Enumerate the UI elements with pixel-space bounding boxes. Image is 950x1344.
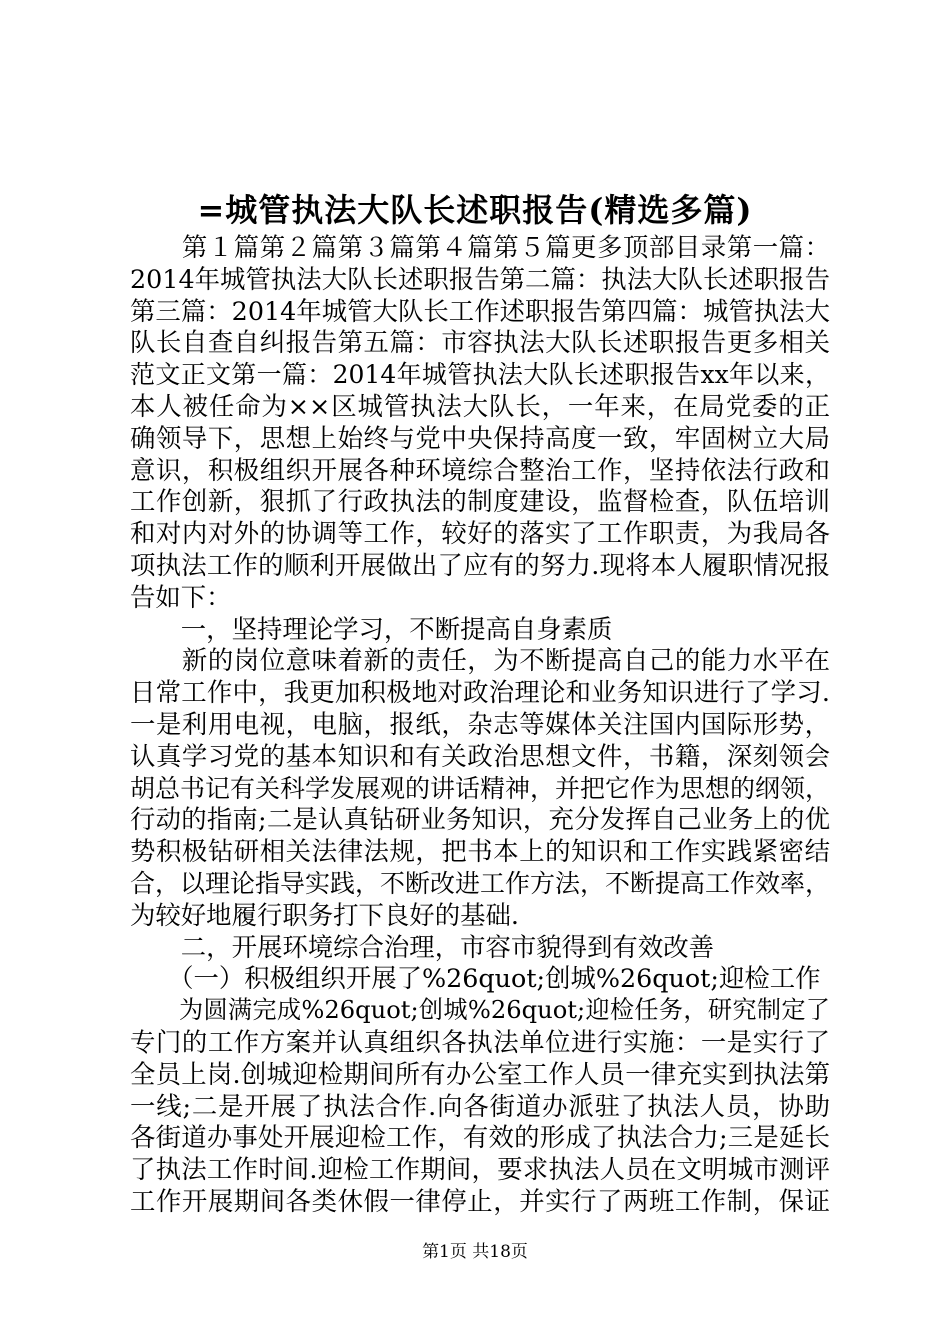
body-line: 工作开展期间各类休假一律停止，并实行了两班工作制，保证: [130, 1185, 830, 1216]
body-line: 全员上岗.创城迎检期间所有办公室工作人员一律充实到执法第: [130, 1058, 830, 1089]
body-line: （一）积极组织开展了%26quot;创城%26quot;迎检工作: [130, 963, 821, 994]
body-line: 确领导下，思想上始终与党中央保持高度一致，牢固树立大局: [130, 422, 830, 453]
body-line: 为较好地履行职务打下良好的基础.: [130, 899, 519, 930]
body-line: 行动的指南;二是认真钻研业务知识，充分发挥自己业务上的优: [130, 804, 830, 835]
body-line: 意识，积极组织开展各种环境综合整治工作，坚持依法行政和: [130, 454, 830, 485]
body-line: 和对内对外的协调等工作，较好的落实了工作职责，为我局各: [130, 518, 830, 549]
body-line: 胡总书记有关科学发展观的讲话精神，并把它作为思想的纲领，: [130, 773, 830, 803]
body-line: 为圆满完成%26quot;创城%26quot;迎检任务，研究制定了: [130, 996, 830, 1025]
body-line: 第三篇：2014年城管大队长工作述职报告第四篇：城管执法大: [130, 295, 830, 326]
body-line: 新的岗位意味着新的责任，为不断提高自己的能力水平在: [130, 645, 830, 676]
body-line: 二，开展环境综合治理，市容市貌得到有效改善: [130, 931, 714, 962]
body-line: 项执法工作的顺利开展做出了应有的努力.现将本人履职情况报: [130, 549, 830, 580]
body-line: 专门的工作方案并认真组织各执法单位进行实施：一是实行了: [130, 1026, 830, 1057]
body-line: 一，坚持理论学习，不断提高自身素质: [130, 613, 613, 644]
body-line: 告如下：: [130, 581, 232, 612]
body-line: 第１篇第２篇第３篇第４篇第５篇更多顶部目录第一篇：: [130, 232, 830, 262]
body-line: 势积极钻研相关法律法规，把书本上的知识和工作实践紧密结: [130, 836, 830, 867]
body-line: 一线;二是开展了执法合作.向各街道办派驻了执法人员，协助: [130, 1090, 830, 1121]
body-line: 队长自查自纠报告第五篇：市容执法大队长述职报告更多相关: [130, 327, 830, 358]
page-footer: 第1页 共18页: [422, 1242, 528, 1262]
body-line: 范文正文第一篇：2014年城管执法大队长述职报告xx年以来，: [130, 360, 830, 390]
body-line: 了执法工作时间.迎检工作期间，要求执法人员在文明城市测评: [130, 1154, 830, 1185]
document-body: [130, 232, 830, 1218]
body-line: 2014年城管执法大队长述职报告第二篇：执法大队长述职报告: [130, 263, 830, 294]
body-line: 合，以理论指导实践，不断改进工作方法，不断提高工作效率，: [130, 868, 830, 898]
document-title: =城管执法大队长述职报告(精选多篇): [197, 191, 753, 229]
body-line: 日常工作中，我更加积极地对政治理论和业务知识进行了学习.: [130, 677, 830, 708]
body-line: 一是利用电视，电脑，报纸，杂志等媒体关注国内国际形势，: [130, 708, 830, 739]
body-line: 各街道办事处开展迎检工作，有效的形成了执法合力;三是延长: [130, 1122, 830, 1153]
body-line: 本人被任命为××区城管执法大队长，一年来，在局党委的正: [130, 390, 830, 421]
body-line: 认真学习党的基本知识和有关政治思想文件，书籍，深刻领会: [130, 740, 830, 771]
body-line: 工作创新，狠抓了行政执法的制度建设，监督检查，队伍培训: [130, 486, 830, 517]
